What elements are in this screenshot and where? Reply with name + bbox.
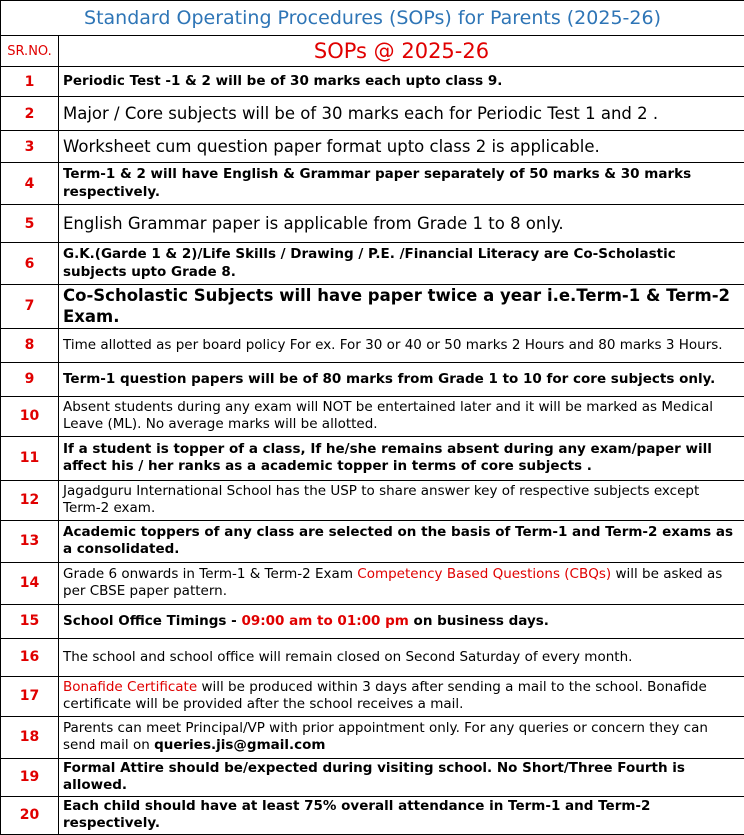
row-number: 18 <box>1 716 59 758</box>
cbq-highlight: Competency Based Questions (CBQs) <box>357 565 612 582</box>
row-text: Term-1 & 2 will have English & Grammar paper separately of 50 marks & 30 marks respectively. <box>59 163 744 205</box>
row-text: Co-Scholastic Subjects will have paper twice a year i.e.Term-1 & Term-2 Exam. <box>59 285 744 329</box>
table-row <box>1 562 744 604</box>
row-number: 15 <box>1 604 59 638</box>
row-number: 16 <box>1 638 59 676</box>
row-number: 4 <box>1 163 59 205</box>
table-row <box>1 205 744 243</box>
sops-header: SOPs @ 2025-26 <box>59 36 744 67</box>
row-text: School Office Timings - 09:00 am to 01:00 pm on business days. <box>59 604 744 638</box>
table-row <box>1 285 744 329</box>
table-row <box>1 243 744 285</box>
row-text: G.K.(Garde 1 & 2)/Life Skills / Drawing / P.E. /Financial Literacy are Co-Scholastic subjects upto Grade 8. <box>59 243 744 285</box>
row-text: Bonafide Certificate will be produced within 3 days after sending a mail to the school. Bonafide certificate will be provided after the school receives a mail. <box>59 676 744 716</box>
row-text: Parents can meet Principal/VP with prior appointment only. For any queries or concern they can send mail on queries.jis@gmail.com <box>59 716 744 758</box>
srno-header: SR.NO. <box>1 36 59 67</box>
table-row <box>1 328 744 362</box>
bonafide-highlight: Bonafide Certificate <box>63 678 198 695</box>
row-text: Major / Core subjects will be of 30 marks each for Periodic Test 1 and 2 . <box>59 97 744 131</box>
page-title: Standard Operating Procedures (SOPs) for Parents (2025-26) <box>1 1 744 36</box>
table-row <box>1 67 744 97</box>
row-text: Each child should have at least 75% overall attendance in Term-1 and Term-2 respectively. <box>59 796 744 834</box>
table-row <box>1 362 744 396</box>
row-number: 2 <box>1 97 59 131</box>
row-number: 14 <box>1 562 59 604</box>
table-row <box>1 758 744 796</box>
row-text: Absent students during any exam will NOT be entertained later and it will be marked as Medical Leave (ML). No average marks will be allotted. <box>59 396 744 436</box>
row-number: 3 <box>1 131 59 163</box>
row-text: If a student is topper of a class, If he/she remains absent during any exam/paper will affect his / her ranks as a academic topper in terms of core subjects . <box>59 436 744 480</box>
table-row <box>1 97 744 131</box>
row-text: The school and school office will remain closed on Second Saturday of every month. <box>59 638 744 676</box>
table-row <box>1 638 744 676</box>
row-number: 17 <box>1 676 59 716</box>
row-text: Grade 6 onwards in Term-1 & Term-2 Exam Competency Based Questions (CBQs) will be asked as per CBSE paper pattern. <box>59 562 744 604</box>
row-text: Worksheet cum question paper format upto class 2 is applicable. <box>59 131 744 163</box>
row-number: 7 <box>1 285 59 329</box>
row-number: 13 <box>1 520 59 562</box>
row-text: Jagadguru International School has the USP to share answer key of respective subjects except Term-2 exam. <box>59 480 744 520</box>
row-text: Time allotted as per board policy For ex. For 30 or 40 or 50 marks 2 Hours and 80 marks 3 Hours. <box>59 328 744 362</box>
header-row <box>1 36 744 67</box>
table-row <box>1 676 744 716</box>
row-number: 10 <box>1 396 59 436</box>
table-row <box>1 396 744 436</box>
row-number: 12 <box>1 480 59 520</box>
table-row <box>1 716 744 758</box>
row-number: 8 <box>1 328 59 362</box>
row-text: English Grammar paper is applicable from Grade 1 to 8 only. <box>59 205 744 243</box>
row-text: Term-1 question papers will be of 80 marks from Grade 1 to 10 for core subjects only. <box>59 362 744 396</box>
table-row <box>1 163 744 205</box>
row-text: Periodic Test -1 & 2 will be of 30 marks each upto class 9. <box>59 67 744 97</box>
row-text: Academic toppers of any class are selected on the basis of Term-1 and Term-2 exams as a consolidated. <box>59 520 744 562</box>
table-row <box>1 520 744 562</box>
row-number: 5 <box>1 205 59 243</box>
table-row <box>1 480 744 520</box>
row-number: 6 <box>1 243 59 285</box>
row-number: 9 <box>1 362 59 396</box>
row-number: 19 <box>1 758 59 796</box>
row-number: 11 <box>1 436 59 480</box>
row-text: Formal Attire should be/expected during visiting school. No Short/Three Fourth is allowed. <box>59 758 744 796</box>
office-timings-highlight: 09:00 am to 01:00 pm <box>241 612 409 629</box>
email-address: queries.jis@gmail.com <box>154 737 326 754</box>
table-row <box>1 436 744 480</box>
table-row <box>1 796 744 834</box>
table-row <box>1 131 744 163</box>
row-number: 1 <box>1 67 59 97</box>
title-row <box>1 1 744 36</box>
row-number: 20 <box>1 796 59 834</box>
table-row <box>1 604 744 638</box>
